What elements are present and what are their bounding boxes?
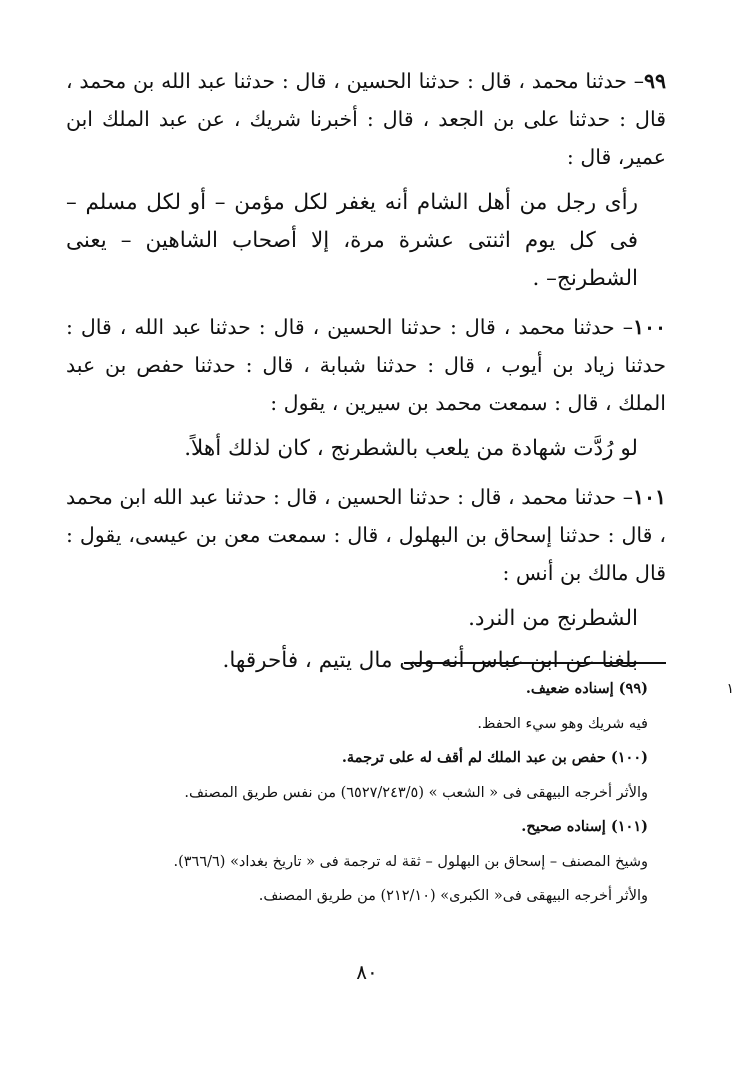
narration-number: ١٠٠ [632,315,666,339]
narration-number: ١٠١ [632,485,666,509]
footnote-101-note-2: والأثر أخرجه البيهقى فى« الكبرى» (٢١٢/١٠) من طريق المصنف. [258,888,648,904]
narration-101-matn-line-2: بلغنا عن ابن عباس أنه ولى مال يتيم ، فأحرقها. [222,648,638,673]
margin-mark: ١ [726,681,734,697]
footnote-separator [404,662,666,664]
footnotes [68,672,648,914]
narration-100-isnad [66,308,666,422]
main-text [66,62,666,690]
footnote-100-note: والأثر أخرجه البيهقى فى « الشعب » (٦٥٢٧/٢٤٣/٥) من نفس طريق المصنف. [184,784,648,801]
narration-number: ٩٩ [643,69,666,93]
narration-99-matn: رأى رجل من أهل الشام أنه يغفر لكل مؤمن – أو لكل مسلم – فى كل يوم اثنتى عشرة مرة، إلا أصحاب الشاهين – يعنى الشطرنج– . [66,190,638,291]
narration-99-isnad [66,62,666,176]
page-number: ٨٠ [356,960,378,984]
footnote-101-note-1: وشيخ المصنف – إسحاق بن البهلول – ثقة له ترجمة فى « تاريخ بغداد» (٣٦٦/٦). [173,853,648,870]
narration-101-isnad [66,478,666,592]
isnad-text: – حدثنا محمد ، قال : حدثنا الحسين ، قال : حدثنا عبد الله بن محمد ، قال : حدثنا على بن الجعد ، قال : أخبرنا شريك ، عن عبد الملك ابن عمير، قال : [66,69,666,169]
isnad-text: – حدثنا محمد ، قال : حدثنا الحسين ، قال : حدثنا عبد الله ، قال : حدثنا زياد بن أيوب ، قال : حدثنا شبابة ، قال : حدثنا حفص بن عبد الملك ، قال : سمعت محمد بن سيرين ، يقول : [66,315,666,415]
isnad-text: – حدثنا محمد ، قال : حدثنا الحسين ، قال : حدثنا عبد الله ابن محمد ، قال : حدثنا إسحاق بن البهلول ، قال : سمعت معن بن عيسى، يقول : قال مالك بن أنس : [66,485,666,585]
narration-101-matn-line-1: الشطرنج من النرد. [468,606,638,631]
footnote-101-heading: (١٠١) إسناده صحيح. [521,818,648,835]
footnote-99-note: فيه شريك وهو سيء الحفظ. [477,715,648,732]
footnote-100-heading: (١٠٠) حفص بن عبد الملك لم أقف له على ترجمة. [341,749,648,766]
footnote-99-heading: (٩٩) إسناده ضعيف. [525,680,648,697]
narration-100-matn: لو رُدَّت شهادة من يلعب بالشطرنج ، كان لذلك أهلاً. [184,436,638,461]
